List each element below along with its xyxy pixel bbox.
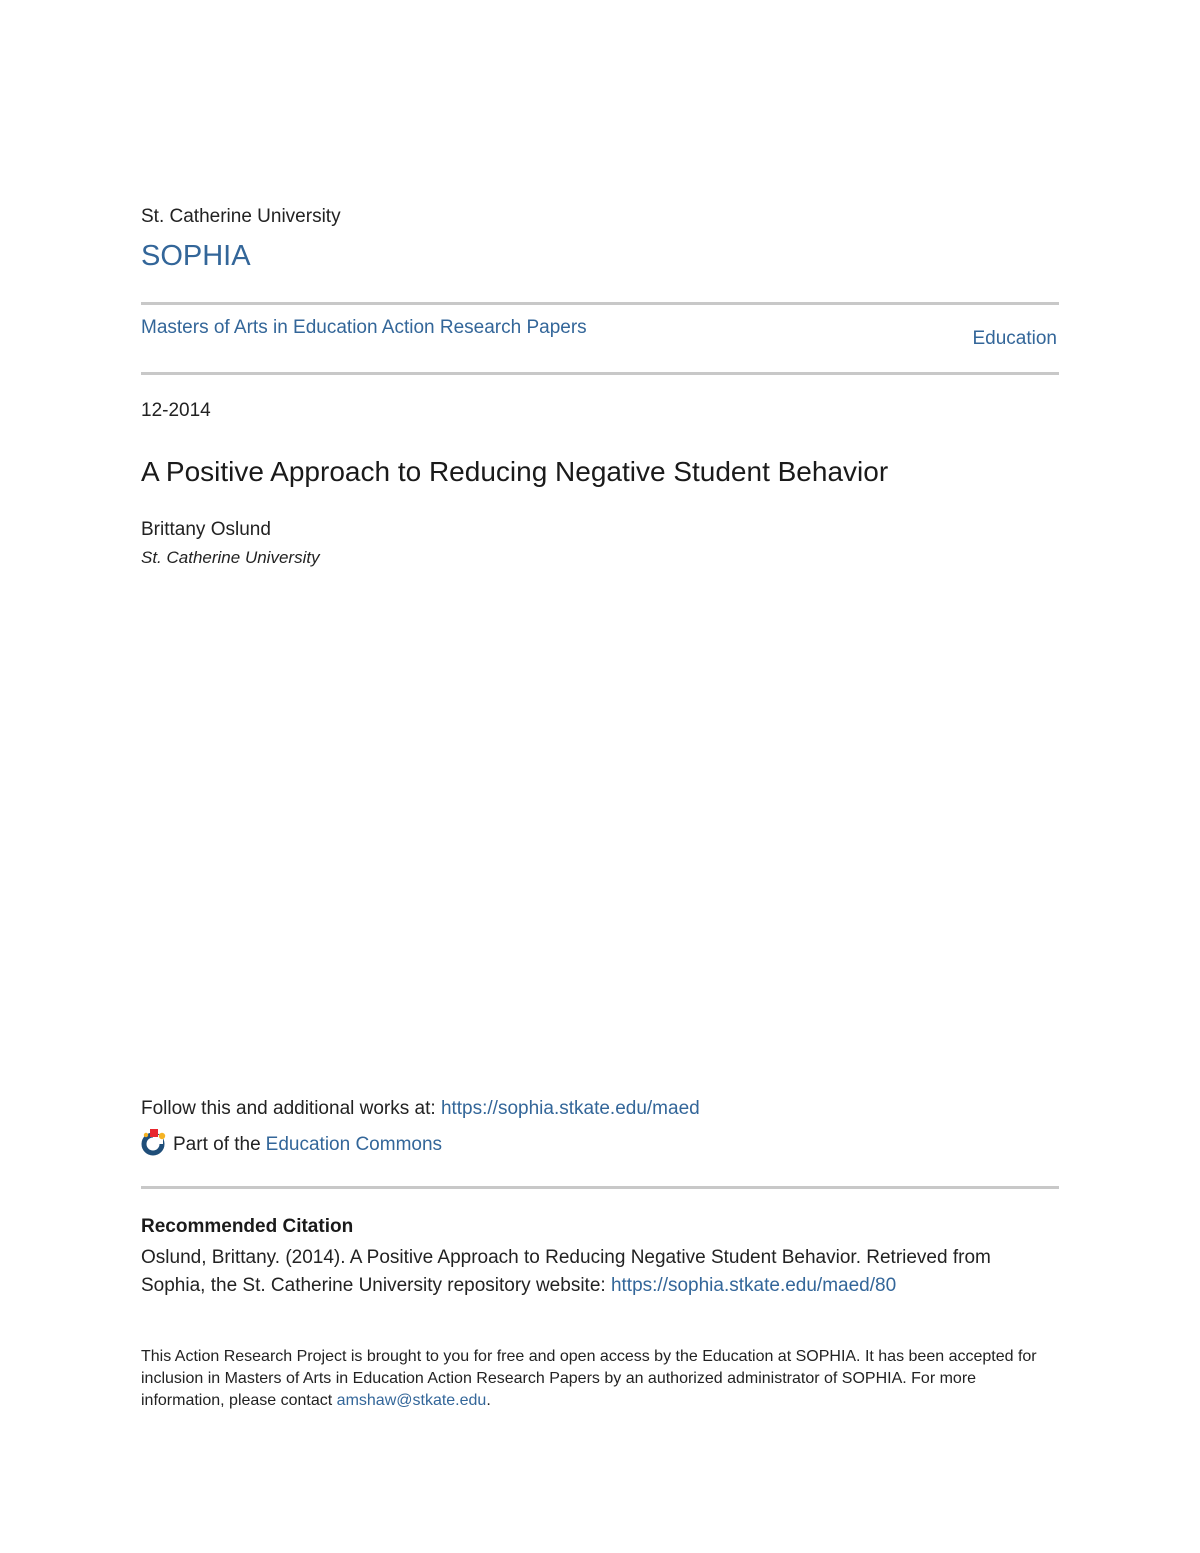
discipline-link[interactable]: Education (972, 328, 1057, 349)
divider-citation (141, 1186, 1059, 1189)
series-link[interactable]: Masters of Arts in Education Action Research Papers (141, 317, 587, 338)
repository-link[interactable]: SOPHIA (141, 240, 251, 272)
divider-header-bottom (141, 372, 1059, 375)
follow-prefix: Follow this and additional works at: (141, 1098, 441, 1119)
follow-line (141, 1098, 700, 1120)
cover-page (141, 0, 1059, 1553)
notice-body: This Action Research Project is brought to you for free and open access by the Education at SOPHIA. It has been accepted for inclusion in Masters of Arts in Education Action Research Papers by an authorized administrator of SOPHIA. For more information, please contact (141, 1348, 1037, 1409)
commons-prefix: Part of the (173, 1134, 261, 1155)
citation-body: Oslund, Brittany. (2014). A Positive Approach to Reducing Negative Student Behavior. Retrieved from Sophia, the St. Catherine University repository website: (141, 1247, 991, 1296)
document-title: A Positive Approach to Reducing Negative Student Behavior (141, 456, 889, 487)
recommended-citation-heading: Recommended Citation (141, 1216, 354, 1237)
author-affiliation: St. Catherine University (141, 548, 320, 567)
commons-line (141, 1130, 442, 1160)
author-name: Brittany Oslund (141, 519, 271, 540)
access-notice (141, 1346, 1041, 1412)
institution-name: St. Catherine University (141, 206, 341, 227)
citation-text (141, 1244, 1041, 1300)
education-commons-link[interactable]: Education Commons (265, 1134, 443, 1155)
citation-url-link[interactable]: https://sophia.stkate.edu/maed/80 (610, 1275, 897, 1296)
contact-email-link[interactable]: amshaw@stkate.edu (336, 1392, 487, 1409)
divider-top (141, 302, 1059, 305)
notice-suffix: . (486, 1392, 491, 1409)
follow-url-link[interactable]: https://sophia.stkate.edu/maed (440, 1098, 700, 1119)
publication-date: 12-2014 (141, 400, 211, 421)
network-commons-icon (141, 1128, 169, 1156)
